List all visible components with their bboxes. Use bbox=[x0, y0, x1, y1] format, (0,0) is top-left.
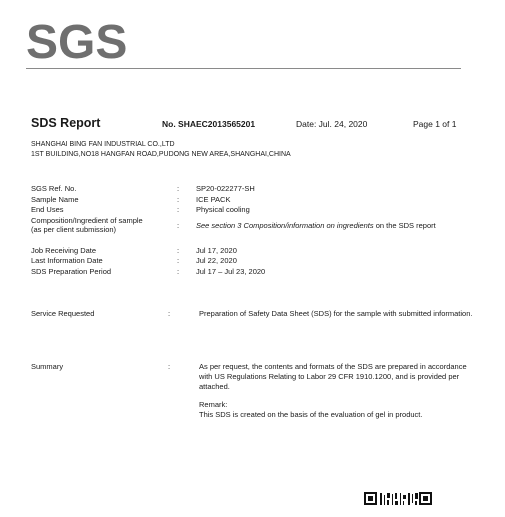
field-value: Physical cooling bbox=[196, 205, 250, 214]
remark-label: Remark: bbox=[199, 400, 228, 410]
report-number: No. SHAEC2013565201 bbox=[162, 119, 256, 129]
field-colon: : bbox=[177, 220, 180, 230]
field-label: SDS Preparation Period bbox=[31, 266, 112, 276]
summary-label: Summary bbox=[31, 362, 64, 371]
service-label: Service Requested bbox=[31, 309, 95, 318]
company-address: 1ST BUILDING,NO18 HANGFAN ROAD,PUDONG NEW AREA,SHANGHAI,CHINA bbox=[31, 151, 291, 158]
field-value: Jul 17 – Jul 23, 2020 bbox=[196, 266, 266, 276]
field-label: Job Receiving Date bbox=[31, 245, 97, 255]
field-value: SP20-022277-SH bbox=[196, 184, 255, 193]
field-row bbox=[31, 256, 471, 267]
field-label: SGS Ref. No. bbox=[31, 184, 77, 193]
summary-text: As per request, the contents and formats of the SDS are prepared in accordance with US Regulations Relating to Labor 29 CFR 1910.1200, and is provided per attached. bbox=[199, 362, 467, 391]
field-row bbox=[31, 184, 471, 195]
field-value bbox=[196, 216, 471, 231]
field-row bbox=[31, 216, 471, 246]
field-value-rest: on the SDS report bbox=[373, 220, 436, 230]
sgs-logo-text: SGS bbox=[26, 16, 128, 69]
barcode-icon bbox=[364, 492, 432, 507]
field-colon: : bbox=[177, 256, 180, 265]
field-label: Last Information Date bbox=[31, 256, 103, 265]
field-colon: : bbox=[177, 245, 180, 255]
field-row bbox=[31, 267, 471, 278]
field-value: Jul 17, 2020 bbox=[196, 245, 237, 255]
field-row bbox=[31, 205, 471, 216]
service-colon: : bbox=[168, 309, 171, 318]
summary-section bbox=[31, 362, 471, 420]
header-divider bbox=[26, 68, 461, 69]
field-value: Jul 22, 2020 bbox=[196, 256, 237, 265]
field-colon: : bbox=[177, 205, 180, 214]
service-text: Preparation of Safety Data Sheet (SDS) for the sample with submitted information. bbox=[199, 309, 473, 318]
service-section bbox=[31, 309, 471, 319]
info-fields bbox=[31, 184, 471, 277]
field-label: Sample Name bbox=[31, 194, 79, 204]
field-value: ICE PACK bbox=[196, 194, 231, 204]
summary-colon: : bbox=[168, 362, 171, 371]
company-block bbox=[31, 140, 291, 160]
field-row bbox=[31, 195, 471, 206]
field-value-italic: See section 3 Composition/information on ingredients bbox=[196, 220, 374, 230]
sgs-logo bbox=[26, 16, 128, 69]
company-name: SHANGHAI BING FAN INDUSTRIAL CO.,LTD bbox=[31, 141, 175, 148]
field-colon: : bbox=[177, 184, 180, 193]
field-label: Composition/Ingredient of sample (as per client submission) bbox=[31, 215, 143, 235]
field-colon: : bbox=[177, 194, 180, 204]
remark-text: This SDS is created on the basis of the evaluation of gel in product. bbox=[199, 410, 423, 420]
report-date: Date: Jul. 24, 2020 bbox=[296, 119, 368, 129]
report-title: SDS Report bbox=[31, 116, 101, 130]
page-indicator: Page 1 of 1 bbox=[413, 119, 457, 129]
field-colon: : bbox=[177, 266, 180, 276]
field-label: End Uses bbox=[31, 205, 64, 214]
field-row bbox=[31, 246, 471, 257]
